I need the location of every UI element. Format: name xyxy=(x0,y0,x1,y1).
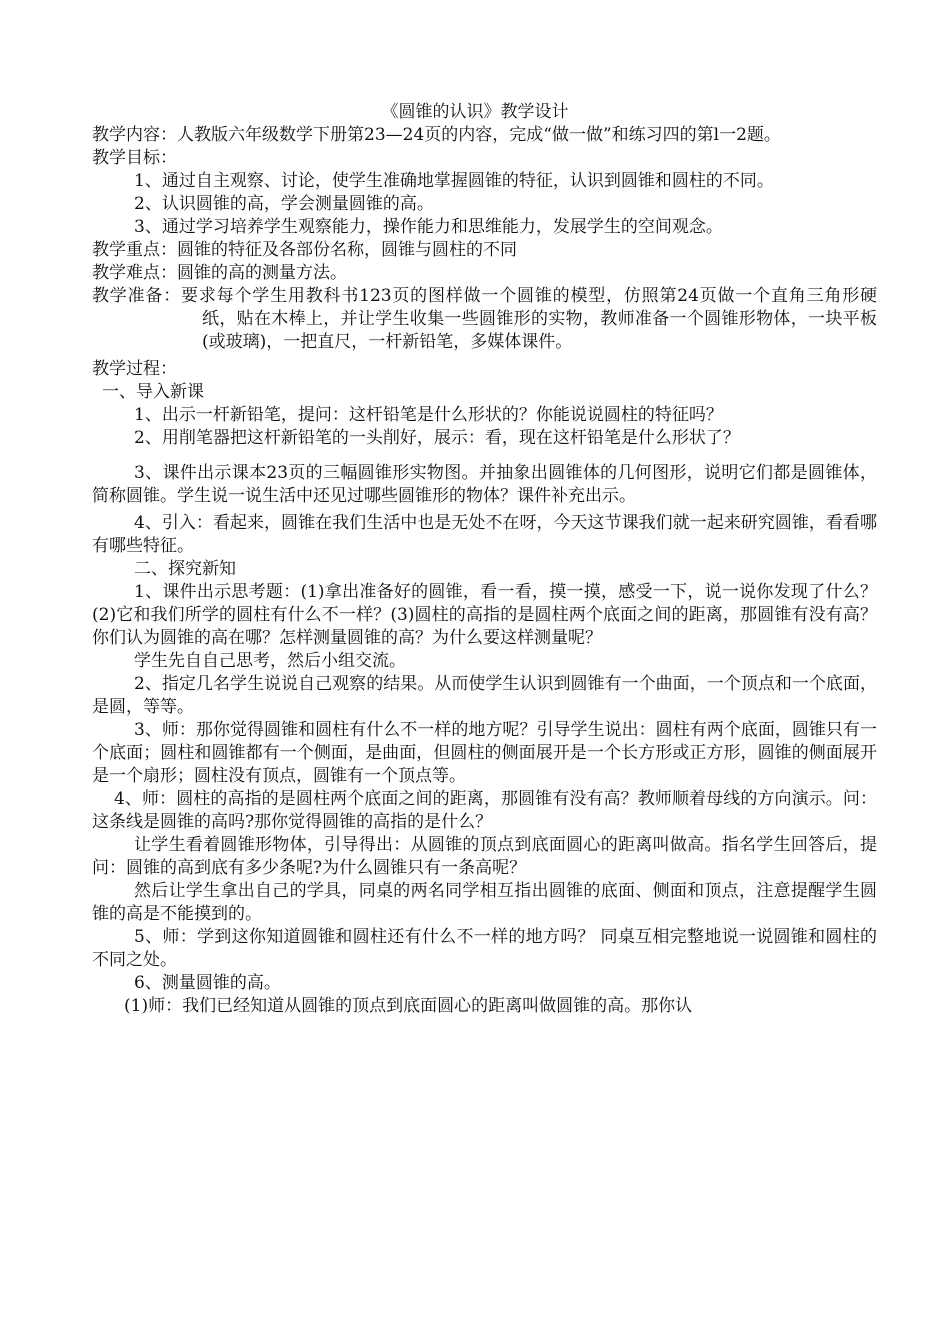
key-label: 教学重点： xyxy=(92,240,177,260)
section-item: 3、课件出示课本23页的三幅圆锥形实物图。并抽象出圆锥体的几何图形，说明它们都是圆锥体，简称圆锥。学生说一说生活中还见过哪些圆锥形的物体？课件补充出示。 xyxy=(92,463,877,506)
document-title: 《圆锥的认识》教学设计 xyxy=(381,102,569,122)
difficulty-label: 教学难点： xyxy=(92,263,177,283)
section-item: 6、测量圆锥的高。 xyxy=(134,973,281,993)
section-item: 4、师：圆柱的高指的是圆柱两个底面之间的距离，那圆锥有没有高？教师顺着母线的方向演示。问：这条线是圆锥的高吗?那你觉得圆锥的高指的是什么？ xyxy=(92,789,877,832)
section-item: 1、出示一杆新铅笔，提问：这杆铅笔是什么形状的？你能说说圆柱的特征吗？ xyxy=(134,405,723,425)
difficulty-paragraph xyxy=(92,262,877,285)
section-item: 2、指定几名学生说说自己观察的结果。从而使学生认识到圆锥有一个曲面，一个顶点和一个底面，是圆，等等。 xyxy=(92,674,877,717)
section-item: 让学生看着圆锥形物体，引导得出：从圆锥的顶点到底面圆心的距离叫做高。指名学生回答后，提问：圆锥的高到底有多少条呢?为什么圆锥只有一条高呢？ xyxy=(92,835,877,878)
goals-label: 教学目标： xyxy=(92,148,177,168)
document-body xyxy=(92,124,877,1018)
prep-label: 教学准备： xyxy=(92,286,182,306)
content-paragraph xyxy=(92,124,877,147)
difficulty-text: 圆锥的高的测量方法。 xyxy=(177,263,347,283)
section-item: 4、引入：看起来，圆锥在我们生活中也是无处不在呀，今天这节课我们就一起来研究圆锥，看看哪有哪些特征。 xyxy=(92,513,877,556)
section-item: (1)师：我们已经知道从圆锥的顶点到底面圆心的距离叫做圆锥的高。那你认 xyxy=(124,996,693,1016)
process-label: 教学过程： xyxy=(92,359,177,379)
content-label: 教学内容： xyxy=(92,125,177,145)
goal-item: 2、认识圆锥的高，学会测量圆锥的高。 xyxy=(134,194,434,214)
key-text: 圆锥的特征及各部份名称，圆锥与圆柱的不同 xyxy=(177,240,517,260)
section-item: 2、用削笔器把这杆新铅笔的一头削好，展示：看，现在这杆铅笔是什么形状了？ xyxy=(134,428,740,448)
section-heading: 二、探究新知 xyxy=(134,559,236,579)
section-heading: 一、导入新课 xyxy=(102,382,204,402)
section-item: 然后让学生拿出自己的学具，同桌的两名同学相互指出圆锥的底面、侧面和顶点，注意提醒学生圆锥的高是不能摸到的。 xyxy=(92,881,877,924)
section-item: 3、师：那你觉得圆锥和圆柱有什么不一样的地方呢？引导学生说出：圆柱有两个底面，圆锥只有一个底面；圆柱和圆锥都有一个侧面，是曲面，但圆柱的侧面展开是一个长方形或正方形，圆锥的侧面展开是一个扇形；圆柱没有顶点，圆锥有一个顶点等。 xyxy=(92,720,877,786)
content-text: 人教版六年级数学下册第23—24页的内容，完成“做一做”和练习四的第l一2题。 xyxy=(177,125,781,145)
goal-item: 3、通过学习培养学生观察能力，操作能力和思维能力，发展学生的空间观念。 xyxy=(134,217,723,237)
prep-paragraph xyxy=(92,285,877,354)
section-item: 5、师：学到这你知道圆锥和圆柱还有什么不一样的地方吗？ 同桌互相完整地说一说圆锥和圆柱的不同之处。 xyxy=(92,927,877,970)
goal-item: 1、通过自主观察、讨论，使学生准确地掌握圆锥的特征，认识到圆锥和圆柱的不同。 xyxy=(134,171,774,191)
prep-text: 要求每个学生用教科书123页的图样做一个圆锥的模型，仿照第24页做一个直角三角形硬纸，贴在木棒上，并让学生收集一些圆锥形的实物，教师准备一个圆锥形物体，一块平板(或玻璃)，一把直尺，一杆新铅笔，多媒体课件。 xyxy=(181,286,878,352)
key-paragraph xyxy=(92,239,877,262)
section-item: 1、课件出示思考题：(1)拿出准备好的圆锥，看一看，摸一摸，感受一下，说一说你发现了什么？(2)它和我们所学的圆柱有什么不一样？(3)圆柱的高指的是圆柱两个底面之间的距离，那圆锥有没有高？你们认为圆锥的高在哪？怎样测量圆锥的高？为什么要这样测量呢？ xyxy=(92,582,877,648)
section-item: 学生先自自己思考，然后小组交流。 xyxy=(134,651,406,671)
